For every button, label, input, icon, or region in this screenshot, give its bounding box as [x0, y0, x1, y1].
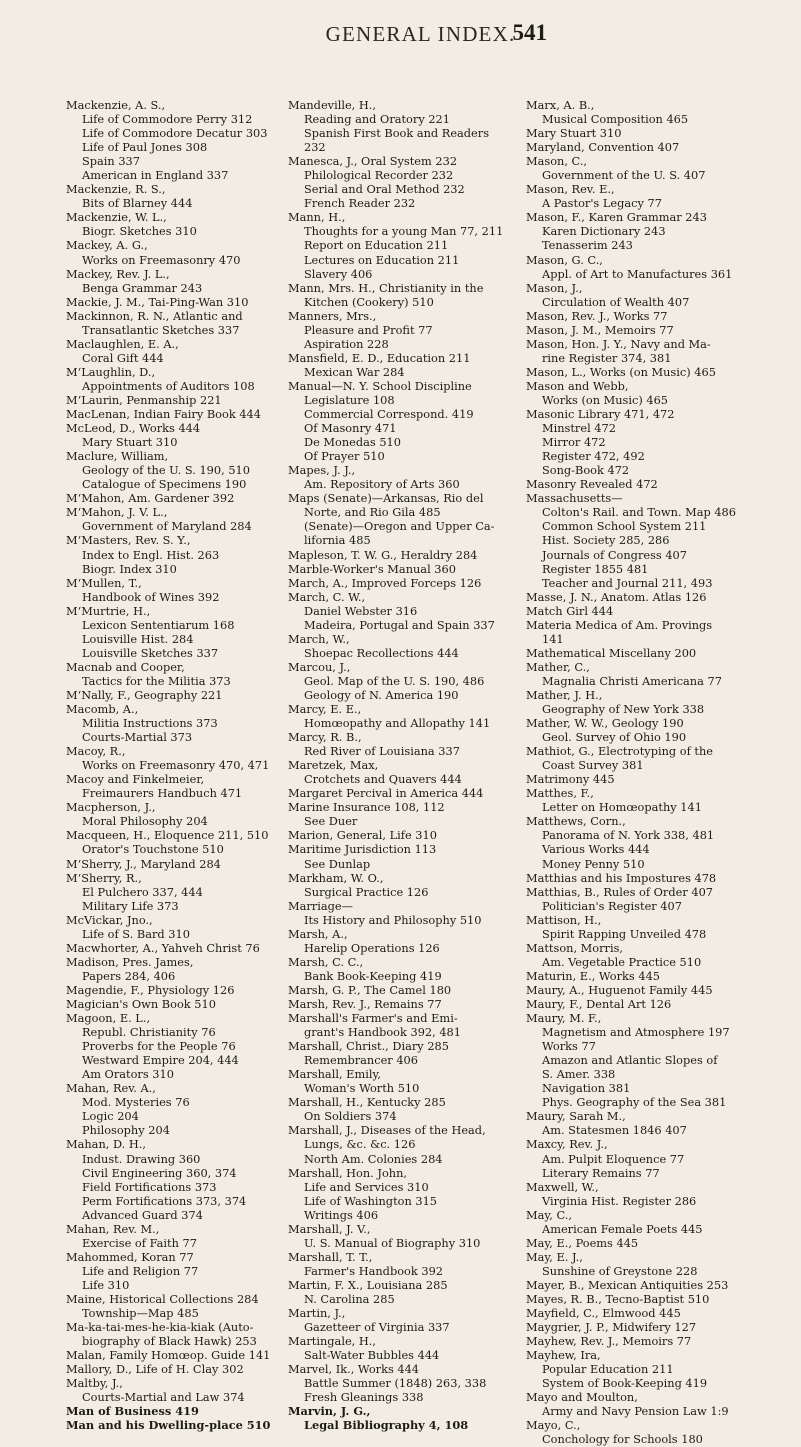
index-entry: March, A., Improved Forceps 126: [288, 575, 482, 590]
index-entry: Macoy, R.,: [66, 744, 126, 759]
index-entry: M‘Sherry, R.,: [66, 870, 142, 885]
index-entry: Mackenzie, A. S.,: [66, 98, 166, 112]
index-subentry: Farmer's Handbook 392: [304, 1263, 443, 1278]
index-entry: M‘Laurin, Penmanship 221: [66, 392, 222, 407]
index-subentry: Field Fortifications 373: [82, 1179, 217, 1194]
index-subentry: Tactics for the Militia 373: [82, 673, 231, 688]
index-subentry: Its History and Philosophy 510: [304, 912, 482, 927]
index-entry: Mallory, D., Life of H. Clay 302: [66, 1362, 244, 1377]
index-subentry: Logic 204: [82, 1109, 139, 1124]
index-entry: Maturin, E., Works 445: [526, 968, 661, 983]
index-subentry: Handbook of Wines 392: [82, 589, 220, 604]
index-subentry: Bank Book-Keeping 419: [304, 968, 442, 983]
index-entry: Macpherson, J.,: [66, 800, 156, 815]
index-entry: Marsh, C. C.,: [288, 954, 364, 969]
index-subentry: El Pulchero 337, 444: [82, 884, 203, 899]
index-subentry: Conchology for Schools 180: [542, 1432, 703, 1447]
index-subentry: Literary Remains 77: [542, 1165, 660, 1180]
index-subentry: Serial and Oral Method 232: [304, 182, 465, 197]
index-subentry: Pleasure and Profit 77: [304, 322, 433, 337]
index-entry: Maretzek, Max,: [288, 758, 379, 773]
index-subentry: 232: [304, 140, 326, 155]
index-subentry: Works 77: [542, 1039, 596, 1054]
index-subentry: Military Life 373: [82, 898, 179, 913]
index-entry: Mason, C.,: [526, 154, 588, 169]
index-subentry: American Female Poets 445: [542, 1221, 703, 1236]
index-entry: Mayes, R. B., Tecno-Baptist 510: [526, 1291, 710, 1306]
index-subentry: Slavery 406: [304, 266, 373, 281]
index-entry: Masonic Library 471, 472: [526, 407, 675, 422]
index-entry: Maps (Senate)—Arkansas, Rio del: [288, 491, 484, 506]
index-entry: Marvel, Ik., Works 444: [288, 1362, 420, 1377]
index-subentry: Teacher and Journal 211, 493: [542, 575, 713, 590]
index-entry: Mather, C.,: [526, 659, 590, 674]
index-subentry: Works (on Music) 465: [542, 392, 669, 407]
index-subentry: Government of Maryland 284: [82, 519, 252, 534]
index-entry: Maritime Jurisdiction 113: [288, 842, 437, 857]
index-subentry: American in England 337: [82, 168, 229, 183]
index-entry: M‘Murtrie, H.,: [66, 603, 151, 618]
index-entry: Man and his Dwelling-place 510: [66, 1418, 271, 1433]
index-entry: Marcy, E. E.,: [288, 702, 362, 717]
index-subentry: Coast Survey 381: [542, 758, 644, 773]
index-subentry: Appl. of Art to Manufactures 361: [542, 266, 733, 281]
index-entry: McLeod, D., Works 444: [66, 421, 201, 436]
index-entry: May, C.,: [526, 1207, 572, 1222]
index-entry: Marsh, A.,: [288, 926, 348, 941]
index-subentry: Mary Stuart 310: [82, 435, 178, 450]
index-subentry: Panorama of N. York 338, 481: [542, 828, 715, 843]
index-subentry: System of Book-Keeping 419: [542, 1376, 708, 1391]
index-subentry: Woman's Worth 510: [304, 1081, 420, 1096]
index-subentry: Bits of Blarney 444: [82, 196, 193, 211]
index-subentry: Courts-Martial 373: [82, 730, 193, 745]
index-entry: Marshall, H., Kentucky 285: [288, 1095, 446, 1110]
index-entry: Marshall's Farmer's and Emi-: [288, 1011, 458, 1026]
index-entry: Magendie, F., Physiology 126: [66, 982, 235, 997]
index-entry: Mathematical Miscellany 200: [526, 645, 697, 660]
index-subentry: Of Prayer 510: [304, 449, 385, 464]
index-entry: Mayo, C.,: [526, 1418, 581, 1433]
index-entry: Marx, A. B.,: [526, 98, 595, 112]
index-entry: Marshall, J. V.,: [288, 1221, 371, 1236]
index-entry: Manesca, J., Oral System 232: [288, 154, 458, 169]
index-entry: Mason, G. C.,: [526, 252, 603, 267]
index-subentry: Am. Statesmen 1846 407: [542, 1123, 687, 1138]
index-subentry: Courts-Martial and Law 374: [82, 1390, 245, 1405]
index-entry: M‘Laughlin, D.,: [66, 364, 156, 379]
index-subentry: Magnalia Christi Americana 77: [542, 673, 722, 688]
index-entry: Martin, F. X., Louisiana 285: [288, 1277, 448, 1292]
index-entry: Mapes, J. J.,: [288, 463, 356, 478]
index-entry: Magician's Own Book 510: [66, 997, 216, 1011]
index-subentry: On Soldiers 374: [304, 1109, 397, 1124]
index-subentry: Legislature 108: [304, 392, 395, 407]
index-subentry: Am. Repository of Arts 360: [304, 477, 460, 492]
index-subentry: Politician's Register 407: [542, 898, 682, 913]
index-subentry: Westward Empire 204, 444: [82, 1053, 239, 1068]
index-subentry: Papers 284, 406: [82, 968, 176, 983]
index-subentry: Orator's Touchstone 510: [82, 842, 224, 857]
page-header: [0, 16, 801, 56]
index-subentry: Benga Grammar 243: [82, 280, 203, 295]
index-column-3: [526, 98, 786, 1447]
index-subentry: Register 1855 481: [542, 561, 649, 576]
index-subentry: French Reader 232: [304, 196, 416, 211]
index-entry: Mackinnon, R. N., Atlantic and: [66, 308, 243, 323]
index-subentry: Minstrel 472: [542, 421, 616, 436]
index-subentry: Life of S. Bard 310: [82, 926, 190, 941]
index-subentry: Am Orators 310: [82, 1067, 174, 1082]
index-column-1: [66, 98, 298, 1432]
index-subentry: Geol. Survey of Ohio 190: [542, 730, 687, 745]
index-entry: Mason, Rev. E.,: [526, 182, 615, 197]
index-subentry: Register 472, 492: [542, 449, 645, 464]
index-entry: Mackenzie, R. S.,: [66, 182, 166, 197]
index-subentry: Proverbs for the People 76: [82, 1039, 236, 1054]
index-entry: Maury, M. F.,: [526, 1011, 602, 1026]
index-subentry: Am. Pulpit Eloquence 77: [542, 1151, 685, 1166]
index-subentry: Madeira, Portugal and Spain 337: [304, 617, 495, 632]
index-entry: Mackey, A. G.,: [66, 238, 148, 253]
index-subentry: Legal Bibliography 4, 108: [304, 1418, 469, 1433]
index-subentry: 141: [542, 631, 564, 646]
index-entry: Mason, J.,: [526, 280, 583, 295]
index-subentry: Lungs, &c. &c. 126: [304, 1137, 416, 1152]
index-subentry: Exercise of Faith 77: [82, 1235, 197, 1250]
index-subentry: Catalogue of Specimens 190: [82, 477, 247, 492]
index-subentry: Life 310: [82, 1277, 130, 1292]
index-subentry: N. Carolina 285: [304, 1291, 395, 1306]
index-subentry: Biogr. Index 310: [82, 561, 177, 576]
index-columns: [66, 98, 786, 1447]
index-entry: Materia Medica of Am. Provings: [526, 617, 713, 632]
index-entry: Marsh, G. P., The Camel 180: [288, 982, 452, 997]
index-subentry: rine Register 374, 381: [542, 350, 672, 365]
index-subentry: Philosophy 204: [82, 1123, 170, 1138]
index-subentry: Reading and Oratory 221: [304, 112, 450, 127]
index-subentry: Journals of Congress 407: [542, 547, 687, 562]
index-subentry: Navigation 381: [542, 1081, 631, 1096]
index-subentry: Karen Dictionary 243: [542, 224, 666, 239]
index-subentry: Geology of the U. S. 190, 510: [82, 463, 250, 478]
index-subentry: Mod. Mysteries 76: [82, 1095, 190, 1110]
index-subentry: Musical Composition 465: [542, 112, 689, 127]
index-subentry: Battle Summer (1848) 263, 338: [304, 1376, 487, 1391]
index-subentry: Shoepac Recollections 444: [304, 645, 459, 660]
index-entry: Maclure, William,: [66, 449, 169, 464]
index-entry: Mason, J. M., Memoirs 77: [526, 322, 674, 337]
index-subentry: Indust. Drawing 360: [82, 1151, 201, 1166]
index-subentry: Biogr. Sketches 310: [82, 224, 197, 239]
index-entry: Ma-ka-tai-mes-he-kia-kiak (Auto-: [66, 1320, 254, 1335]
index-subentry: Various Works 444: [542, 842, 650, 857]
index-entry: Mackie, J. M., Tai-Ping-Wan 310: [66, 294, 249, 309]
index-subentry: Harelip Operations 126: [304, 940, 440, 955]
index-entry: Macqueen, H., Eloquence 211, 510: [66, 828, 269, 843]
index-subentry: (Senate)—Oregon and Upper Ca-: [304, 519, 495, 534]
index-entry: Mason, Hon. J. Y., Navy and Ma-: [526, 336, 711, 351]
index-entry: Maury, F., Dental Art 126: [526, 997, 672, 1011]
index-subentry: U. S. Manual of Biography 310: [304, 1235, 481, 1250]
index-subentry: Phys. Geography of the Sea 381: [542, 1095, 727, 1110]
index-entry: Maclaughlen, E. A.,: [66, 336, 179, 351]
index-entry: Mattison, H.,: [526, 912, 602, 927]
index-entry: Matthias and his Impostures 478: [526, 870, 717, 885]
index-subentry: Commercial Correspond. 419: [304, 407, 474, 422]
index-entry: Maltby, J.,: [66, 1376, 123, 1391]
index-subentry: Life of Paul Jones 308: [82, 140, 208, 155]
index-entry: Malan, Family Homœop. Guide 141: [66, 1348, 271, 1363]
index-entry: Maryland, Convention 407: [526, 140, 680, 155]
index-entry: Marcy, R. B.,: [288, 730, 362, 745]
index-entry: Matthias, B., Rules of Order 407: [526, 884, 714, 899]
index-subentry: Philological Recorder 232: [304, 168, 454, 183]
index-entry: Martin, J.,: [288, 1306, 346, 1321]
index-subentry: North Am. Colonies 284: [304, 1151, 443, 1166]
index-entry: Mackenzie, W. L.,: [66, 210, 167, 225]
index-entry: Mann, H.,: [288, 210, 346, 225]
index-subentry: Spanish First Book and Readers: [304, 126, 490, 141]
index-subentry: Perm Fortifications 373, 374: [82, 1193, 247, 1208]
index-entry: Maxcy, Rev. J.,: [526, 1137, 608, 1152]
index-subentry: Fresh Gleanings 338: [304, 1390, 424, 1405]
page-number: 541: [512, 20, 547, 45]
index-subentry: Army and Navy Pension Law 1:9: [542, 1404, 729, 1419]
index-subentry: A Pastor's Legacy 77: [542, 196, 662, 211]
index-subentry: Popular Education 211: [542, 1362, 674, 1377]
index-entry: May, E., Poems 445: [526, 1235, 639, 1250]
index-entry: Marshall, Hon. John,: [288, 1165, 407, 1180]
index-entry: Mason, L., Works (on Music) 465: [526, 364, 716, 379]
index-entry: Mason, Rev. J., Works 77: [526, 308, 668, 323]
index-entry: Marshall, Christ., Diary 285: [288, 1039, 449, 1054]
index-subentry: Mexican War 284: [304, 364, 405, 379]
index-subentry: Appointments of Auditors 108: [82, 378, 255, 393]
index-subentry: Tenasserim 243: [542, 238, 633, 253]
index-subentry: Surgical Practice 126: [304, 884, 429, 899]
index-subentry: Of Masonry 471: [304, 421, 397, 436]
index-entry: Mahommed, Koran 77: [66, 1249, 194, 1264]
index-entry: MacLenan, Indian Fairy Book 444: [66, 407, 261, 422]
index-subentry: Colton's Rail. and Town. Map 486: [542, 505, 736, 520]
index-entry: Madison, Pres. James,: [66, 954, 194, 969]
index-subentry: Money Penny 510: [542, 856, 645, 871]
index-entry: Magoon, E. L.,: [66, 1011, 151, 1026]
index-entry: Margaret Percival in America 444: [288, 786, 484, 801]
index-entry: Mann, Mrs. H., Christianity in the: [288, 280, 484, 295]
index-subentry: Louisville Hist. 284: [82, 631, 194, 646]
index-subentry: Kitchen (Cookery) 510: [304, 294, 434, 309]
index-entry: M‘Mullen, T.,: [66, 575, 142, 590]
index-entry: Mayhew, Rev. J., Memoirs 77: [526, 1334, 692, 1349]
index-entry: Masonry Revealed 472: [526, 477, 658, 492]
index-subentry: Letter on Homœopathy 141: [542, 800, 702, 815]
index-entry: Marine Insurance 108, 112: [288, 800, 445, 815]
index-subentry: Sunshine of Greystone 228: [542, 1263, 698, 1278]
index-entry: Marvin, J. G.,: [288, 1404, 371, 1419]
index-entry: Mahan, Rev. M.,: [66, 1221, 160, 1236]
index-entry: May, E. J.,: [526, 1249, 583, 1264]
index-entry: Masse, J. N., Anatom. Atlas 126: [526, 589, 707, 604]
index-subentry: biography of Black Hawk) 253: [82, 1334, 257, 1349]
index-entry: McVickar, Jno.,: [66, 912, 153, 927]
index-subentry: Crotchets and Quavers 444: [304, 772, 462, 787]
index-entry: Martingale, H.,: [288, 1334, 376, 1349]
index-subentry: De Monedas 510: [304, 435, 401, 450]
index-subentry: Geology of N. America 190: [304, 687, 459, 702]
index-entry: M‘Mahon, J. V. L.,: [66, 505, 168, 520]
index-entry: Maury, Sarah M.,: [526, 1109, 626, 1124]
index-subentry: Works on Freemasonry 470: [82, 252, 241, 267]
index-subentry: Works on Freemasonry 470, 471: [82, 758, 270, 773]
index-subentry: See Duer: [304, 814, 358, 829]
index-subentry: Thoughts for a young Man 77, 211: [304, 224, 504, 239]
index-subentry: Salt-Water Bubbles 444: [304, 1348, 440, 1363]
index-entry: Markham, W. O.,: [288, 870, 384, 885]
index-subentry: Spain 337: [82, 154, 140, 169]
index-subentry: Circulation of Wealth 407: [542, 294, 690, 309]
index-entry: Marriage—: [288, 898, 353, 913]
index-entry: Mattson, Morris,: [526, 940, 624, 955]
index-entry: M‘Masters, Rev. S. Y.,: [66, 533, 191, 548]
index-entry: Massachusetts—: [526, 491, 623, 506]
index-subentry: Common School System 211: [542, 519, 707, 534]
index-subentry: Song-Book 472: [542, 463, 630, 478]
index-entry: Macoy and Finkelmeier,: [66, 772, 205, 787]
index-subentry: Geography of New York 338: [542, 702, 705, 717]
index-subentry: Writings 406: [304, 1207, 379, 1222]
index-subentry: Amazon and Atlantic Slopes of: [542, 1053, 718, 1068]
index-entry: March, C. W.,: [288, 589, 366, 604]
index-subentry: Life of Washington 315: [304, 1193, 438, 1208]
index-subentry: Spirit Rapping Unveiled 478: [542, 926, 707, 941]
index-subentry: Daniel Webster 316: [304, 603, 418, 618]
index-entry: March, W.,: [288, 631, 350, 646]
index-subentry: Geol. Map of the U. S. 190, 486: [304, 673, 485, 688]
index-entry: Mandeville, H.,: [288, 98, 376, 112]
index-subentry: Lectures on Education 211: [304, 252, 460, 267]
index-entry: Marsh, Rev. J., Remains 77: [288, 997, 442, 1011]
index-entry: Mather, J. H.,: [526, 687, 603, 702]
index-entry: Marion, General, Life 310: [288, 828, 437, 843]
index-entry: Macwhorter, A., Yahveh Christ 76: [66, 940, 260, 955]
index-entry: Mayfield, C., Elmwood 445: [526, 1306, 681, 1321]
index-subentry: See Dunlap: [304, 856, 371, 871]
index-subentry: Lexicon Sententiarum 168: [82, 617, 235, 632]
index-subentry: Am. Vegetable Practice 510: [542, 954, 702, 969]
index-subentry: Militia Instructions 373: [82, 716, 218, 731]
index-subentry: Louisville Sketches 337: [82, 645, 219, 660]
index-subentry: Freimaurers Handbuch 471: [82, 786, 243, 801]
index-subentry: Norte, and Rio Gila 485: [304, 505, 441, 520]
index-subentry: Transatlantic Sketches 337: [82, 322, 240, 337]
index-entry: Maine, Historical Collections 284: [66, 1291, 259, 1306]
index-subentry: Gazetteer of Virginia 337: [304, 1320, 450, 1335]
index-subentry: Advanced Guard 374: [82, 1207, 203, 1222]
index-entry: Mansfield, E. D., Education 211: [288, 350, 471, 365]
running-head: GENERAL INDEX.: [325, 22, 516, 46]
index-entry: Mathiot, G., Electrotyping of the: [526, 744, 713, 759]
index-subentry: grant's Handbook 392, 481: [304, 1025, 461, 1040]
index-entry: M‘Mahon, Am. Gardener 392: [66, 491, 235, 506]
index-entry: Macnab and Cooper,: [66, 659, 185, 674]
index-entry: Marshall, T. T.,: [288, 1249, 373, 1264]
index-entry: M‘Nally, F., Geography 221: [66, 687, 223, 702]
index-subentry: Aspiration 228: [304, 336, 389, 351]
index-subentry: Coral Gift 444: [82, 350, 164, 365]
index-column-2: [288, 98, 520, 1432]
index-entry: Marcou, J.,: [288, 659, 351, 674]
index-entry: Marble-Worker's Manual 360: [288, 561, 456, 576]
index-subentry: Virginia Hist. Register 286: [542, 1193, 697, 1208]
index-entry: Mayhew, Ira,: [526, 1348, 601, 1363]
index-subentry: Life and Religion 77: [82, 1263, 199, 1278]
index-subentry: Moral Philosophy 204: [82, 814, 208, 829]
index-subentry: Life of Commodore Perry 312: [82, 112, 253, 127]
index-entry: Mahan, D. H.,: [66, 1137, 146, 1152]
index-entry: Mayo and Moulton,: [526, 1390, 638, 1405]
index-entry: Maxwell, W.,: [526, 1179, 599, 1194]
index-subentry: Index to Engl. Hist. 263: [82, 547, 220, 562]
index-entry: Mason, F., Karen Grammar 243: [526, 210, 707, 225]
index-entry: Mapleson, T. W. G., Heraldry 284: [288, 547, 478, 562]
index-entry: Match Girl 444: [526, 603, 614, 618]
index-entry: Macomb, A.,: [66, 702, 139, 717]
index-entry: Mason and Webb,: [526, 378, 629, 393]
index-subentry: Life of Commodore Decatur 303: [82, 126, 268, 141]
index-entry: Mayer, B., Mexican Antiquities 253: [526, 1277, 729, 1292]
index-subentry: S. Amer. 338: [542, 1067, 616, 1082]
index-subentry: Civil Engineering 360, 374: [82, 1165, 237, 1180]
index-subentry: Magnetism and Atmosphere 197: [542, 1025, 730, 1040]
index-subentry: Government of the U. S. 407: [542, 168, 706, 183]
index-entry: M‘Sherry, J., Maryland 284: [66, 856, 221, 871]
index-subentry: lifornia 485: [304, 533, 371, 548]
index-entry: Matrimony 445: [526, 772, 615, 787]
index-entry: Matthews, Corn.,: [526, 814, 626, 829]
index-entry: Manners, Mrs.,: [288, 308, 377, 323]
index-entry: Manual—N. Y. School Discipline: [288, 378, 472, 393]
index-entry: Maygrier, J. P., Midwifery 127: [526, 1320, 697, 1335]
index-subentry: Mirror 472: [542, 435, 606, 450]
index-entry: Marshall, Emily,: [288, 1067, 381, 1082]
index-entry: Mary Stuart 310: [526, 126, 622, 141]
index-entry: Mather, W. W., Geology 190: [526, 716, 684, 731]
index-entry: Matthes, F.,: [526, 786, 594, 801]
index-subentry: Remembrancer 406: [304, 1053, 418, 1068]
index-entry: Man of Business 419: [66, 1404, 199, 1419]
index-entry: Maury, A., Huguenot Family 445: [526, 982, 713, 997]
index-entry: Mahan, Rev. A.,: [66, 1081, 156, 1096]
index-subentry: Republ. Christianity 76: [82, 1025, 216, 1040]
index-subentry: Township—Map 485: [82, 1306, 199, 1321]
index-subentry: Hist. Society 285, 286: [542, 533, 670, 548]
index-entry: Marshall, J., Diseases of the Head,: [288, 1123, 486, 1138]
index-subentry: Red River of Louisiana 337: [304, 744, 460, 759]
index-subentry: Report on Education 211: [304, 238, 449, 253]
index-subentry: Homœopathy and Allopathy 141: [304, 716, 491, 731]
index-subentry: Life and Services 310: [304, 1179, 429, 1194]
index-entry: Mackey, Rev. J. L.,: [66, 266, 170, 281]
